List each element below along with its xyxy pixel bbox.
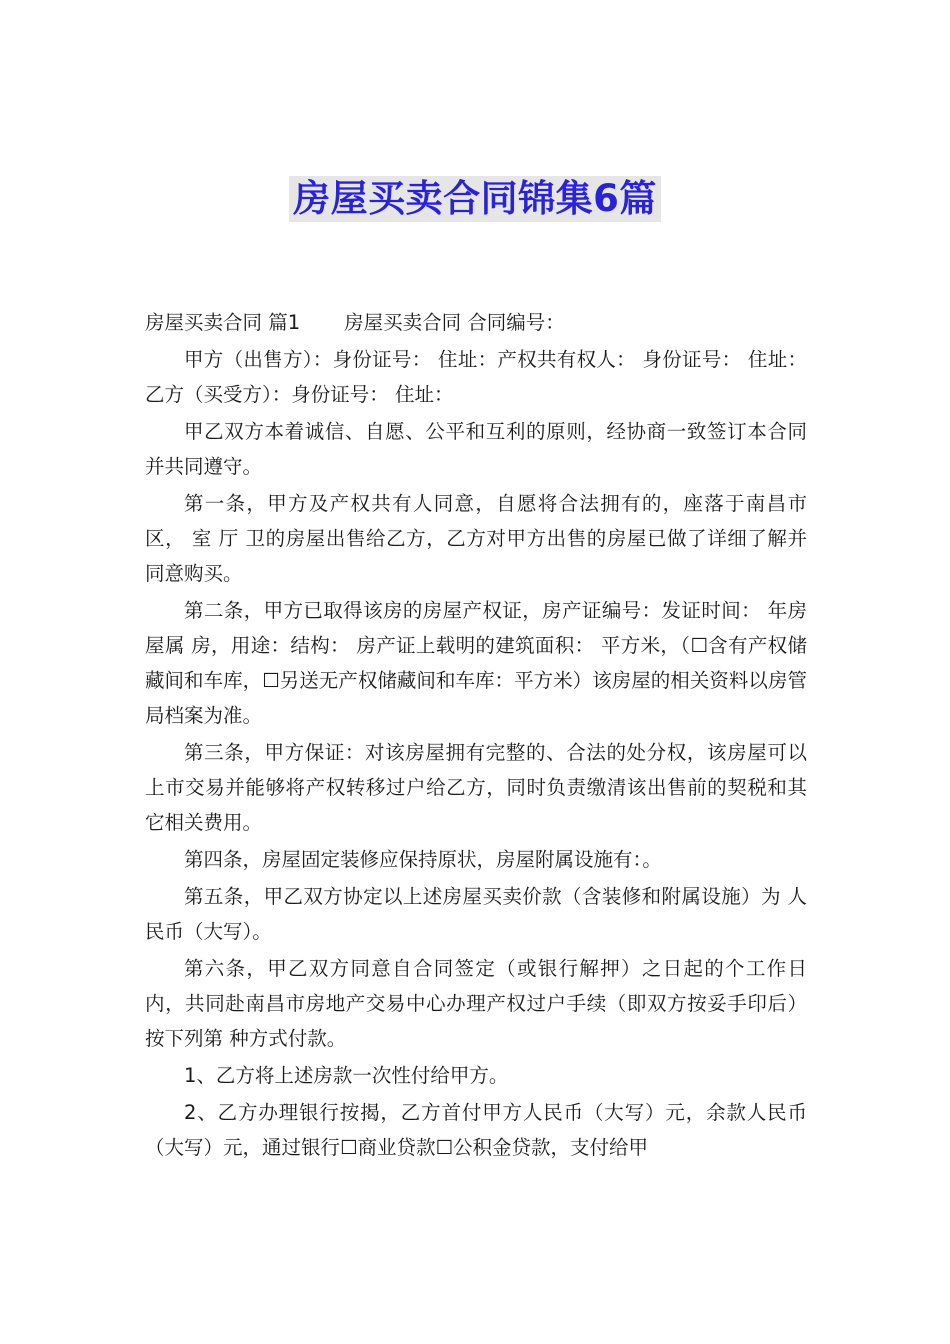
- paragraph-preamble: 甲乙双方本着诚信、自愿、公平和互利的原则，经协商一致签订本合同并共同遵守。: [145, 420, 807, 478]
- contract-number-label: 房屋买卖合同 合同编号：: [344, 311, 565, 334]
- paragraph-payment-option-1: 1、乙方将上述房款一次性付给甲方。: [184, 1064, 509, 1087]
- paragraph-payment-option-2: 2、乙方办理银行按揭，乙方首付甲方人民币（大写）元，余款人民币（大写）元，通过银行☐商业贷款☐公积金贷款，支付给甲: [145, 1101, 807, 1159]
- document-title-wrapper: [0, 176, 950, 231]
- section-heading: 房屋买卖合同 篇1: [145, 311, 301, 334]
- paragraph-article-5: 第五条，甲乙双方协定以上述房屋买卖价款（含装修和附属设施）为 人民币（大写）。: [145, 885, 807, 943]
- paragraph-article-6: 第六条，甲乙双方同意自合同签定（或银行解押）之日起的个工作日内，共同赴南昌市房地产交易中心办理产权过户手续（即双方按妥手印后）按下列第 种方式付款。: [145, 957, 807, 1050]
- section-header-line: [145, 305, 807, 340]
- document-body: [145, 305, 807, 1167]
- paragraph-article-4: 第四条，房屋固定装修应保持原状，房屋附属设施有：。: [184, 848, 662, 871]
- document-title: 房屋买卖合同锦集6篇: [289, 176, 661, 222]
- paragraph-parties: 甲方（出售方）：身份证号： 住址：产权共有权人： 身份证号： 住址：乙方（买受方）：身份证号： 住址：: [145, 348, 807, 406]
- paragraph-article-2: 第二条，甲方已取得该房的房屋产权证，房产证编号：发证时间： 年房屋属 房，用途：结构： 房产证上载明的建筑面积： 平方米，（☐含有产权储藏间和车库，☐另送无产权储藏间和车库：平方米）该房屋的相关资料以房管局档案为准。: [145, 599, 807, 727]
- paragraph-article-3: 第三条，甲方保证：对该房屋拥有完整的、合法的处分权，该房屋可以上市交易并能够将产权转移过户给乙方，同时负责缴清该出售前的契税和其它相关费用。: [145, 741, 807, 834]
- paragraph-article-1: 第一条，甲方及产权共有人同意，自愿将合法拥有的，座落于南昌市 区， 室 厅 卫的房屋出售给乙方，乙方对甲方出售的房屋已做了详细了解并同意购买。: [145, 492, 807, 585]
